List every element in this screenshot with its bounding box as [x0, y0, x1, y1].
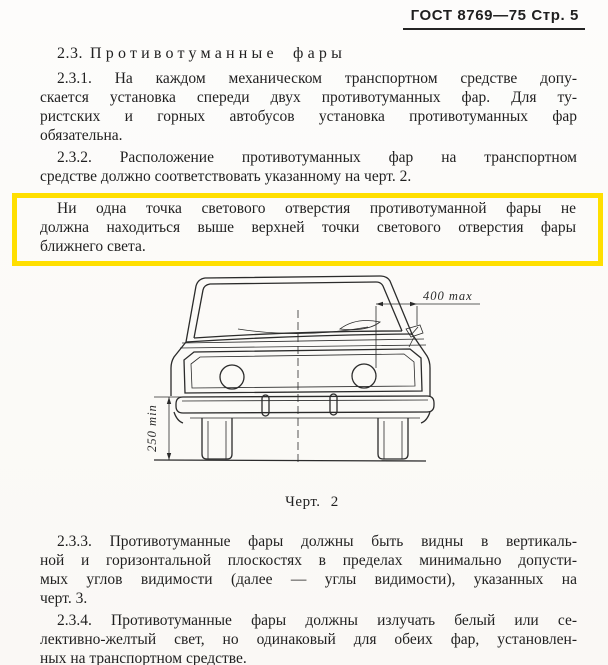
page-header: ГОСТ 8769—75 Стр. 5 — [403, 7, 585, 30]
dimension-400-max — [376, 289, 480, 368]
section-number: 2.3. — [57, 45, 83, 62]
text-line: ближнего света. — [40, 238, 146, 255]
section-heading — [57, 45, 346, 63]
dimension-250-min — [145, 397, 188, 460]
text-line: 2.3.2. Расположение противотуманных фар на транспортном — [57, 149, 577, 166]
car-windshield — [186, 276, 412, 342]
figure-caption: Черт. 2 — [285, 494, 339, 510]
text-line: 2.3.4. Противотуманные фары должны излучать белый или се- — [57, 612, 577, 629]
text-line: ристских и горных автобусов установка противотуманных фар — [40, 108, 577, 125]
dimension-label-250-min: 250 min — [145, 404, 159, 452]
car-body — [171, 334, 430, 423]
wheel-right — [378, 418, 408, 459]
paragraph-2-3-3 — [40, 532, 577, 608]
ground-line — [154, 460, 426, 461]
fog-lamp-left — [220, 365, 244, 389]
text-line: ной и горизонтальной плоскостях в пределах минимально допусти- — [40, 552, 577, 569]
text-line: скается установка спереди двух противотуманных фар. Для ту- — [40, 89, 577, 106]
dimension-label-400-max: 400 max — [423, 289, 473, 303]
text-line: должна находиться выше верхней точки светового отверстия фары — [40, 219, 576, 236]
text-line: черт. 3. — [40, 590, 88, 607]
paragraph-2-3-1 — [40, 69, 577, 145]
wheel-left — [202, 418, 232, 459]
text-line: ных на транспортном средстве. — [40, 650, 247, 665]
text-line: 2.3.1. На каждом механическом транспортном средстве допу- — [57, 70, 577, 87]
bumper — [176, 394, 434, 418]
section-title: Противотуманные фары — [90, 45, 347, 62]
grille-panel — [184, 349, 422, 393]
fog-lamp-right — [352, 364, 376, 388]
text-line: средстве должно соответствовать указанному на черт. 2. — [40, 168, 412, 185]
text-line: Ни одна точка светового отверстия противотуманной фары не — [57, 200, 576, 217]
text-line: лективно-желтый свет, но одинаковый для обеих фар, установлен- — [40, 631, 577, 648]
paragraph-2-3-4 — [40, 611, 577, 665]
paragraph-2-3-2 — [40, 148, 577, 186]
highlight-text — [40, 199, 576, 256]
figure-car-front-view — [90, 272, 490, 472]
text-line: мых углов видимости (далее — углы видимости), указанных на — [40, 571, 577, 588]
highlighted-note — [12, 193, 603, 266]
side-mirror — [406, 325, 423, 347]
text-line: 2.3.3. Противотуманные фары должны быть видны в вертикаль- — [57, 533, 577, 550]
text-line: обязательна. — [40, 127, 123, 144]
